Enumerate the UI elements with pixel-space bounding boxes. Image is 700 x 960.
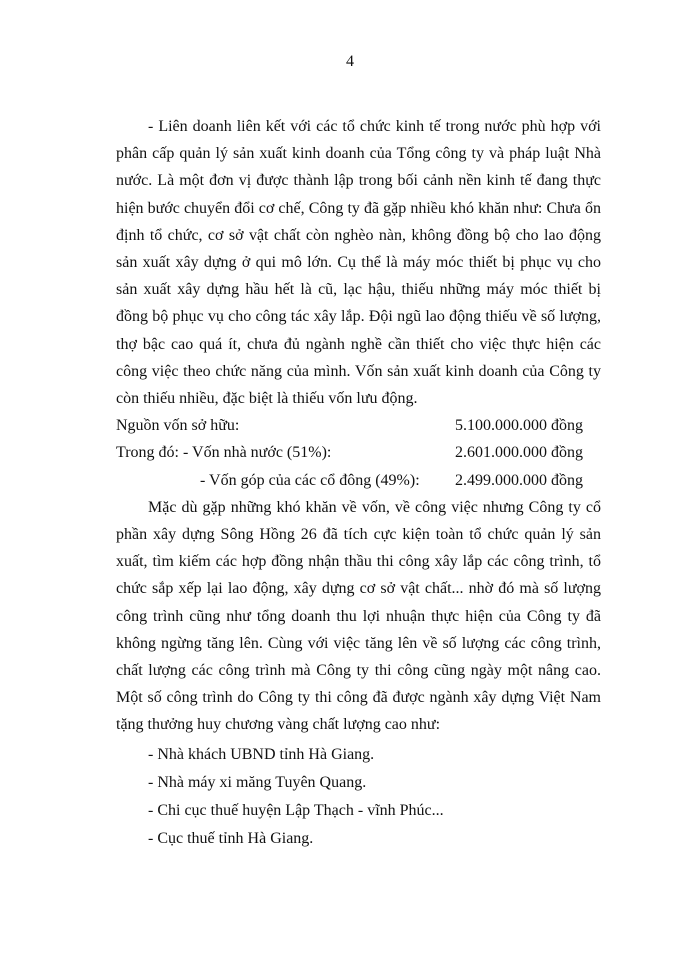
awarded-projects-list bbox=[116, 741, 601, 853]
capital-label: - Vốn góp của các cổ đông (49%): bbox=[200, 471, 420, 489]
capital-amount: 2.601.000.000 đồng bbox=[455, 444, 583, 462]
list-item: - Nhà máy xi măng Tuyên Quang. bbox=[148, 773, 367, 791]
page-number: 4 bbox=[346, 53, 354, 70]
list-item: - Cục thuế tỉnh Hà Giang. bbox=[148, 829, 314, 847]
capital-table bbox=[116, 412, 601, 494]
capital-label: Trong đó: - Vốn nhà nước (51%): bbox=[116, 444, 332, 462]
list-item: - Chi cục thuế huyện Lập Thạch - vĩnh Phúc... bbox=[148, 801, 444, 819]
paragraph-achievements: Mặc dù gặp những khó khăn về vốn, về công việc nhưng Công ty cổ phần xây dựng Sông Hồng 26 đã tích cực kiện toàn tổ chức quản lý sản xuất, tìm kiếm các hợp đồng nhận thầu thi công xây lắp các công trình, tổ chức sắp xếp lại lao động, xây dựng cơ sở vật chất... nhờ đó mà số lượng công trình cũng như tổng doanh thu lợi nhuận thực hiện của Công ty đã không ngừng tăng lên. Cùng với việc tăng lên về số lượng các công trình, chất lượng các công trình mà Công ty thi công cũng ngày một nâng cao. Một số công trình do Công ty thi công đã được ngành xây dựng Việt Nam tặng thưởng huy chương vàng chất lượng cao như: bbox=[116, 498, 601, 734]
capital-amount: 5.100.000.000 đồng bbox=[455, 417, 583, 435]
list-item: - Nhà khách UBND tỉnh Hà Giang. bbox=[148, 745, 375, 763]
capital-row-total bbox=[116, 412, 601, 439]
paragraph-joint-venture: - Liên doanh liên kết với các tổ chức kinh tế trong nước phù hợp với phân cấp quản lý sản xuất kinh doanh của Tổng công ty và pháp luật Nhà nước. Là một đơn vị được thành lập trong bối cảnh nền kinh tế đang thực hiện bước chuyển đổi cơ chế, Công ty đã gặp nhiều khó khăn như: Chưa ổn định tổ chức, cơ sở vật chất còn nghèo nàn, không đồng bộ cho lao động sản xuất xây dựng ở qui mô lớn. Cụ thể là máy móc thiết bị phục vụ cho sản xuất xây dựng hầu hết là cũ, lạc hậu, thiếu những máy móc thiết bị đồng bộ phục vụ cho công tác xây lắp. Đội ngũ lao động thiếu về số lượng, thợ bậc cao quá ít, chưa đủ ngành nghề cần thiết cho việc thực hiện các công việc theo chức năng của mình. Vốn sản xuất kinh doanh của Công ty còn thiếu nhiều, đặc biệt là thiếu vốn lưu động. bbox=[116, 118, 601, 408]
document-body bbox=[116, 113, 601, 853]
capital-amount: 2.499.000.000 đồng bbox=[455, 471, 583, 489]
capital-label: Nguồn vốn sở hữu: bbox=[116, 417, 240, 435]
capital-row-state bbox=[116, 439, 601, 466]
capital-row-shareholders bbox=[116, 467, 601, 494]
